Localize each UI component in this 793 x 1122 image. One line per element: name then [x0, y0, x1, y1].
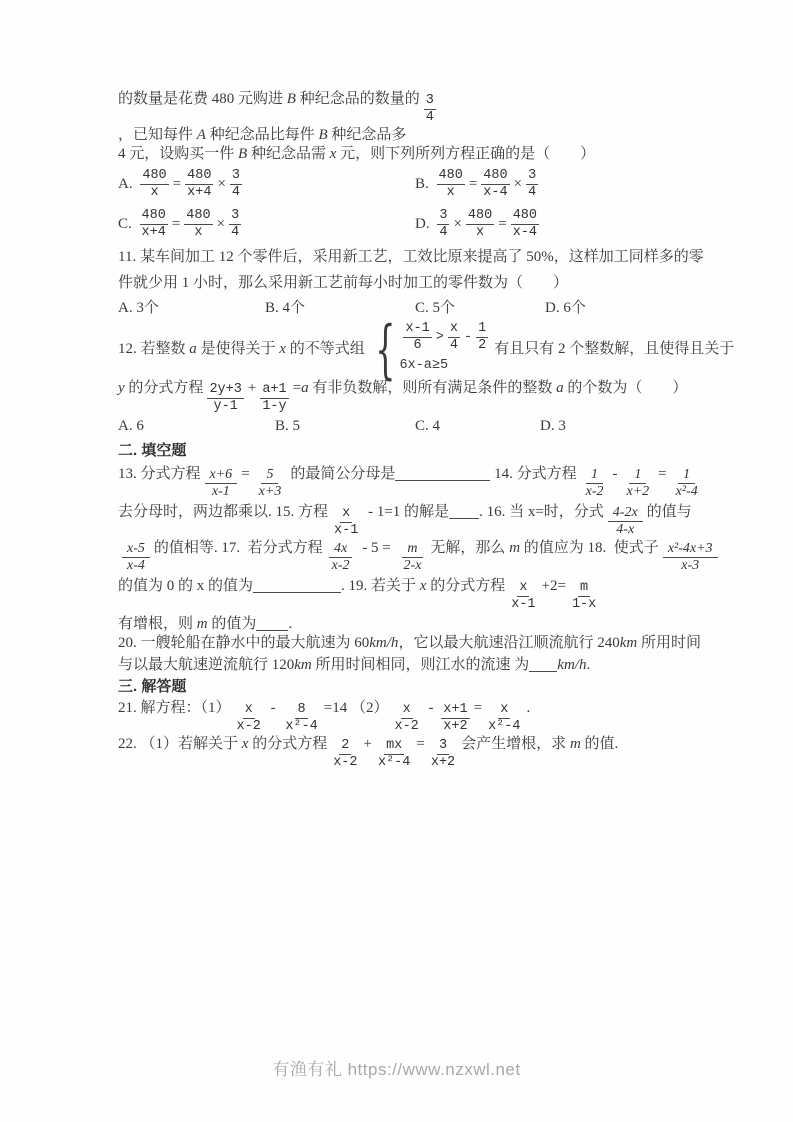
fraction [185, 168, 213, 201]
math-variable: x [329, 146, 337, 163]
fraction-denominator: x [194, 225, 203, 241]
system-rows [399, 322, 492, 378]
text-run: 元，则下列所列方程正确的是（ ） [336, 146, 596, 163]
fraction-numerator: 3 [439, 208, 448, 224]
text-run: 16. 当 x=时，分式 [486, 503, 604, 520]
math-variable: km [294, 656, 312, 673]
text-run: 去分母时，两边都乘以. [118, 503, 272, 520]
fraction-denominator: x-1 [211, 484, 230, 500]
text-run: C. [118, 216, 136, 233]
fraction-denominator: x+4 [141, 225, 166, 241]
text-run: 4 元，设购买一件 [118, 146, 239, 163]
text-run: 种纪念品多 [327, 126, 407, 143]
text-run: 的不等式组 [285, 341, 365, 358]
text-run: - [424, 700, 438, 717]
fraction [229, 208, 241, 241]
fraction [235, 702, 263, 735]
fraction-numerator: 480 [186, 208, 211, 224]
fraction [230, 168, 242, 201]
fraction [140, 208, 168, 241]
text-run: 会产生增根，求 [461, 735, 570, 752]
math-variable: B [238, 146, 248, 163]
fraction-numerator: 2 [341, 737, 350, 753]
fraction [403, 321, 431, 354]
fraction-denominator: x+3 [258, 484, 282, 500]
text-run: . [479, 503, 483, 520]
fraction-denominator: x-2 [585, 484, 604, 500]
question-12-option-b: B. 5 [275, 417, 301, 434]
fraction [205, 467, 238, 501]
fraction-numerator: 480 [142, 168, 167, 184]
fraction [122, 541, 150, 575]
text-run: 的数量是花费 480 元购进 [118, 91, 287, 107]
fraction-numerator: mx [386, 737, 403, 753]
fraction-numerator: m [580, 579, 589, 595]
fraction [399, 541, 427, 575]
text-run: 的值为 [207, 615, 257, 632]
math-variable: x [419, 577, 427, 594]
fraction [671, 467, 703, 501]
text-run: 种纪念品比每件 [205, 126, 319, 143]
math-variable: m [196, 615, 208, 632]
fraction [486, 702, 522, 735]
question-12-options [118, 415, 724, 439]
fraction [332, 506, 360, 539]
fraction-numerator: 3 [231, 208, 240, 224]
question-10-option-c [118, 208, 415, 241]
text-run: +2= [541, 577, 566, 594]
fraction-numerator: 2y+3 [209, 381, 242, 397]
fraction [437, 168, 465, 201]
question-10-options-row-1 [118, 165, 724, 205]
fraction-numerator: 480 [467, 208, 493, 224]
fraction-numerator: x²-4x+3 [663, 541, 718, 559]
text-run: 所用时间相同，则江水的流速 [311, 656, 511, 673]
question-11-line-1: 11. 某车间加工 12 个零件后，采用新工艺，工效比原来提高了 50%，这样加工同样多的零 [118, 249, 704, 266]
fraction-numerator: 1 [678, 467, 695, 485]
fraction-numerator: 480 [483, 168, 508, 184]
text-run: = [416, 735, 425, 752]
left-brace: { [374, 312, 396, 387]
text-run: 17. 若分式方程 [221, 539, 323, 556]
fraction-denominator: 4 [231, 225, 240, 241]
footer-watermark: 有渔有礼 https://www.nzxwl.net [272, 1060, 521, 1079]
fraction-denominator: x-2 [236, 719, 261, 735]
fraction-numerator: 4x [329, 541, 352, 559]
fraction [283, 702, 319, 735]
fraction [140, 168, 168, 201]
fraction-numerator: x+1 [443, 702, 468, 718]
text-run: 有非负数解，则所有满足条件的整数 [308, 379, 557, 396]
fraction-numerator: 3 [425, 93, 434, 108]
fraction [254, 467, 287, 501]
text-run: 的分式方程 [426, 577, 506, 594]
text-run: - [266, 700, 280, 717]
question-12-option-a: A. 6 [118, 417, 144, 434]
fraction [526, 168, 538, 201]
text-run: = [172, 176, 182, 193]
answer-blank [449, 504, 479, 519]
text-run: D. [415, 216, 434, 233]
fraction-denominator: x-4 [483, 185, 508, 201]
fraction-numerator: a+1 [262, 381, 287, 397]
fraction-denominator: 2 [478, 338, 487, 354]
inequality-system [367, 312, 492, 387]
question-11-option-a: A. 3个 [118, 300, 159, 317]
text-run: 的最简公分母是 [290, 465, 396, 482]
question-12-option-d: D. 3 [540, 417, 566, 434]
question-10-options-row-2 [118, 205, 724, 245]
math-variable: km/h [369, 635, 399, 652]
math-variable: a [301, 379, 309, 396]
fraction [466, 208, 494, 241]
question-11-option-d: D. 6个 [545, 300, 586, 317]
text-run: 与以最大航速逆流航行 120 [118, 656, 295, 673]
text-run: 的个数为（ ） [563, 379, 688, 396]
fraction-numerator: x-1 [405, 321, 430, 337]
math-variable: m [509, 539, 521, 556]
text-run: - 1=1 的解是 [364, 503, 450, 520]
fraction-denominator: 4 [528, 185, 537, 201]
text-run: = [241, 465, 250, 482]
question-12-line-1 [118, 312, 735, 387]
text-run: 21. 解方程：（1） [118, 700, 231, 717]
fraction [207, 382, 243, 415]
text-run: = [468, 176, 478, 193]
text-run: 22. （1）若解关于 [118, 735, 242, 752]
math-variable: km/h [557, 656, 587, 673]
fraction-denominator: x²-4 [285, 719, 318, 735]
text-run: A. [118, 176, 137, 193]
fraction [327, 541, 355, 575]
fraction-denominator: x²-4 [675, 484, 698, 500]
text-run: 14. 分式方程 [494, 465, 577, 482]
fraction [622, 467, 655, 501]
text-run: 种纪念品的数量的 [295, 91, 420, 107]
text-run: 的值为 0 的 x 的值为 [118, 577, 254, 594]
fraction-denominator: x+2 [443, 719, 468, 735]
fraction-denominator: x²-4 [377, 754, 411, 770]
fraction [260, 382, 288, 415]
text-run: 的值. [580, 735, 619, 752]
fraction [663, 541, 718, 575]
fraction-denominator: x [446, 185, 455, 201]
fraction-denominator: x-4 [512, 225, 538, 241]
fraction-denominator: 1-x [571, 596, 597, 612]
fraction-denominator: x+2 [626, 484, 650, 500]
fraction [184, 208, 212, 241]
text-run: × [453, 216, 462, 233]
question-11-option-c: C. 5个 [415, 300, 456, 317]
text-run: + [363, 735, 372, 752]
fraction-denominator: x-4 [127, 558, 145, 574]
math-variable: B [286, 91, 296, 107]
math-variable: x [279, 341, 286, 358]
question-10-option-d [415, 208, 712, 241]
math-variable: y [118, 379, 125, 396]
fraction-numerator: 480 [512, 208, 538, 224]
math-variable: A [196, 126, 206, 143]
fraction-numerator: 480 [141, 208, 166, 224]
text-run: + [247, 379, 257, 396]
answer-blank [529, 657, 557, 672]
text-run: 种纪念品需 [247, 146, 330, 163]
answer-blank [395, 466, 490, 481]
fraction-numerator: m [402, 541, 422, 559]
text-run: =14 [323, 700, 348, 717]
text-run: 无解，那么 [430, 539, 510, 556]
fraction-denominator: x²-4 [488, 719, 521, 735]
text-run: = [658, 465, 667, 482]
question-12-option-c: C. 4 [415, 417, 441, 434]
fraction-denominator: x-2 [331, 558, 350, 574]
fraction [331, 738, 359, 771]
fraction-denominator: 2-x [403, 558, 422, 574]
question-12-tail: 有且只有 2 个整数解，且使得且关于 [494, 341, 735, 358]
text-run: = [473, 700, 483, 717]
fraction [376, 738, 412, 771]
fraction-numerator: 3 [231, 168, 241, 184]
question-11-option-b: B. 4个 [265, 300, 306, 317]
fraction-numerator: x-5 [122, 541, 150, 559]
fraction-numerator: 3 [528, 168, 537, 184]
text-run: × [217, 176, 226, 193]
fraction [581, 467, 609, 501]
math-variable: x [241, 735, 249, 752]
fraction-denominator: 4 [449, 338, 458, 354]
fraction [429, 738, 457, 771]
answer-blank [253, 578, 341, 593]
fraction [476, 321, 488, 354]
answer-blank [256, 616, 288, 631]
text-run: 19. 若关于 [348, 577, 420, 594]
question-10-option-b [415, 168, 712, 201]
text-run: 的值应为 [520, 539, 584, 556]
fraction-denominator: y-1 [213, 398, 238, 414]
fraction-denominator: 6 [413, 338, 422, 354]
fraction-numerator: 1 [629, 467, 646, 485]
fraction [511, 208, 539, 241]
text-run: - [612, 465, 618, 482]
text-run: . [288, 615, 293, 632]
fraction-numerator: 4-2x [608, 505, 643, 523]
fraction [448, 321, 460, 354]
fraction [570, 580, 598, 613]
fraction [392, 702, 420, 735]
fraction-denominator: 1-y [262, 398, 287, 414]
fraction [437, 208, 449, 241]
question-11-line-2: 件就少用 1 小时，那么采用新工艺前每小时加工的零件数为（ ） [118, 275, 569, 292]
fraction-numerator: x+6 [205, 467, 238, 485]
fraction-numerator: x [402, 702, 411, 718]
math-variable: m [569, 735, 581, 752]
text-run: 的值与 [646, 503, 692, 520]
text-run: - [463, 330, 473, 346]
fraction-denominator: x+2 [430, 754, 456, 770]
text-run: . [526, 700, 531, 717]
text-run: 6x-a≥5 [399, 358, 449, 374]
fraction-numerator: 8 [297, 702, 306, 718]
system-row-2 [399, 354, 492, 378]
fraction [424, 93, 436, 126]
text-run: 18. 使式子 [587, 539, 659, 556]
system-row-1 [399, 322, 492, 354]
text-run: . [586, 656, 591, 673]
fraction-numerator: 5 [261, 467, 278, 485]
text-run: 的值相等. [153, 539, 218, 556]
fraction-denominator: 4 [425, 109, 434, 125]
fraction-numerator: 480 [187, 168, 212, 184]
text-run: 有增根，则 [118, 615, 197, 632]
fraction-denominator: x-3 [681, 558, 700, 574]
text-run: = [292, 379, 302, 396]
fraction [481, 168, 509, 201]
fraction-numerator: 1 [586, 467, 603, 485]
fraction-denominator: 4 [231, 185, 241, 201]
question-10-option-a [118, 168, 415, 201]
text-run: = [498, 216, 507, 233]
text-run: . [341, 577, 345, 594]
math-variable: a [189, 341, 197, 358]
text-run: × [216, 216, 226, 233]
fraction [608, 505, 643, 539]
fraction [441, 702, 469, 735]
fraction-denominator: 4 [439, 225, 448, 241]
text-run: （2） [350, 700, 389, 717]
question-11-options [118, 297, 724, 321]
text-run: ，已知每件 [118, 126, 197, 143]
text-run: ，它以最大航速沿江顺流航行 240 [398, 635, 620, 652]
text-run: 15. 方程 [275, 503, 329, 520]
text-run: 的分式方程 [248, 735, 328, 752]
fraction-denominator: x+4 [187, 185, 212, 201]
fraction-numerator: 1 [478, 321, 487, 337]
fraction-denominator: x-1 [334, 522, 359, 538]
text-run: 为 [514, 656, 530, 673]
text-run: B. [415, 176, 433, 193]
fraction [509, 580, 537, 613]
fraction-denominator: 4-x [616, 522, 635, 538]
text-run: 所用时间 [637, 635, 701, 652]
fraction-denominator: x-1 [511, 596, 536, 612]
text-run: > [435, 330, 444, 346]
worksheet-content [118, 90, 735, 771]
fraction-numerator: x [244, 702, 253, 718]
text-run: 的分式方程 [124, 379, 204, 396]
fraction-numerator: 3 [438, 737, 448, 753]
math-variable: a [556, 379, 564, 396]
fraction-denominator: x-2 [333, 754, 358, 770]
text-run: - 5 = [358, 539, 395, 556]
section-2-header: 二. 填空题 [118, 441, 187, 459]
section-3-header: 三. 解答题 [118, 678, 187, 696]
fraction-numerator: x [449, 321, 458, 337]
fraction-numerator: x [519, 579, 528, 595]
fraction-denominator: x-2 [394, 719, 419, 735]
fraction-numerator: x [500, 702, 509, 718]
text-run: 12. 若整数 [118, 341, 190, 358]
fraction-numerator: 480 [438, 168, 463, 184]
math-variable: km [619, 635, 638, 652]
fraction-denominator: x [476, 225, 485, 241]
fraction-denominator: x [150, 185, 159, 201]
math-variable: B [318, 126, 328, 143]
text-run: 20. 一艘轮船在静水中的最大航速为 60 [118, 635, 370, 652]
text-run: = [171, 216, 181, 233]
text-run: 13. 分式方程 [118, 465, 201, 482]
text-run: × [513, 176, 523, 193]
fraction-numerator: x [342, 505, 351, 521]
text-run: 是使得关于 [196, 341, 280, 358]
